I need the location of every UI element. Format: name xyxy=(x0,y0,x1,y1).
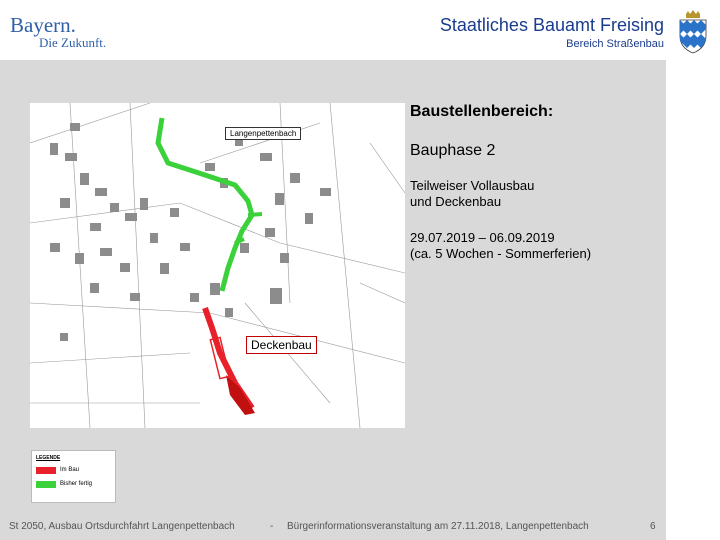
logo-line-2: Die Zukunft. xyxy=(39,35,107,50)
footer-event: Bürgerinformationsveranstaltung am 27.11.2018, Langenpettenbach xyxy=(287,521,589,532)
map-drawing xyxy=(30,103,405,428)
page-number: 6 xyxy=(650,521,656,532)
page-subtitle: Bereich Straßenbau xyxy=(566,38,664,50)
work-line-2: und Deckenbau xyxy=(410,194,502,209)
deckenbau-label: Deckenbau xyxy=(246,336,317,354)
footer-separator: - xyxy=(270,521,274,532)
legend-item xyxy=(36,467,114,475)
site-map xyxy=(30,103,405,428)
map-legend xyxy=(31,450,116,503)
legend-label: Im Bau xyxy=(60,467,80,473)
footer-project: St 2050, Ausbau Ortsdurchfahrt Langenpettenbach xyxy=(9,521,235,532)
legend-title: LEGENDE xyxy=(36,455,61,461)
bavarian-crest-icon xyxy=(676,10,710,54)
legend-item xyxy=(36,481,114,489)
legend-label: Bisher fertig xyxy=(60,481,93,487)
section-heading: Baustellenbereich: xyxy=(410,103,554,120)
logo-line-1: Bayern. xyxy=(10,13,76,37)
date-range: 29.07.2019 – 06.09.2019 xyxy=(410,230,555,245)
duration-note: (ca. 5 Wochen - Sommerferien) xyxy=(410,246,592,261)
legend-swatch-red xyxy=(36,467,56,474)
map-place-label: Langenpettenbach xyxy=(225,127,301,140)
bayern-logo xyxy=(10,14,106,50)
page-title: Staatliches Bauamt Freising xyxy=(439,15,664,35)
legend-swatch-green xyxy=(36,481,56,488)
work-line-1: Teilweiser Vollausbau xyxy=(410,178,535,193)
phase-label: Bauphase 2 xyxy=(410,142,496,159)
